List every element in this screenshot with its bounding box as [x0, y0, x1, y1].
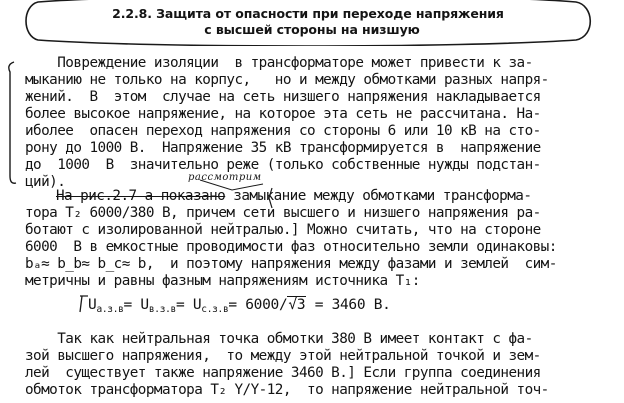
- formula-lhs-1: U: [88, 297, 97, 313]
- heading-line-1: 2.2.8. Защита от опасности при переходе напряжения: [112, 6, 504, 21]
- p2-line-3: ботают с изолированной нейтралью.] Можно считать, что на стороне: [25, 222, 541, 238]
- handwritten-insert: рассмотрим: [188, 172, 262, 183]
- p1-line-8: ций).: [25, 174, 66, 190]
- p1-line-4: более высокое напряжение, на которое эта сеть не рассчитана. На-: [25, 106, 541, 122]
- formula-rhs-pre: = 6000/: [228, 297, 288, 313]
- formula-bracket-mark: [80, 296, 88, 312]
- p2-line-5: bₐ≈ b_b≈ b_c≈ b, и поэтому напряжения между фазами и землей сим-: [25, 256, 557, 272]
- formula-sub-2: в.з.в: [148, 304, 176, 315]
- p2-line-6: метричны и равны фазным напряжениям источника T₁:: [25, 273, 420, 289]
- phase-voltage-formula: $U_{а.з.в}= U_{в.з.в}= U_{с.з.в}= 6000/√3 = 3460$ В.: [88, 297, 391, 315]
- formula-sqrt: √3: [288, 297, 306, 313]
- p3-line-1: Так как нейтральная точка обмотки 380 В имеет контакт с фа-: [25, 331, 533, 347]
- p1-line-2: мыканию не только на корпус, но и между обмотками разных напря-: [25, 72, 549, 88]
- p1-line-7: до 1000 В значительно реже (только собственные нужды подстан-: [25, 157, 541, 173]
- formula-rhs-post: = 3460 В.: [306, 297, 391, 313]
- section-heading: [30, 6, 586, 38]
- p3-line-3: лей существует также напряжение 3460 В.] Если группа соединения: [25, 365, 541, 381]
- left-bracket-mark: [9, 62, 16, 183]
- formula-lhs-2: U: [140, 297, 149, 313]
- formula-sub-3: с.з.в: [201, 304, 229, 315]
- p1-line-3: жений. В этом случае на сеть низшего напряжения накладывается: [25, 89, 541, 105]
- p2-line-4: 6000 В в емкостные проводимости фаз относительно земли одинаковы:: [25, 239, 557, 255]
- p1-line-6: рону до 1000 В. Напряжение 35 кВ трансформируется в напряжение: [25, 140, 541, 156]
- heading-line-2: с высшей стороны на низшую: [204, 22, 420, 37]
- p2-line-1: [56, 188, 531, 204]
- p3-line-2: зой высшего напряжения, то между этой нейтральной точкой и зем-: [25, 348, 541, 364]
- p2-line-1-rest: замыкание между обмотками трансформа-: [233, 188, 532, 204]
- p1-line-5: иболее опасен переход напряжения со стороны 6 или 10 кВ на сто-: [25, 123, 541, 139]
- p1-line-1: Повреждение изоляции в трансформаторе может привести к за-: [25, 55, 533, 71]
- p3-line-4: обмоток трансформатора T₂ Y/Y-12, то напряжение нейтральной точ-: [25, 382, 549, 398]
- formula-lhs-3: U: [192, 297, 202, 313]
- formula-sub-1: а.з.в: [96, 304, 124, 315]
- struck-text: На рис.2.7 а показано: [56, 188, 226, 204]
- p2-line-2: тора T₂ 6000/380 В, причем сети высшего и низшего напряжения ра-: [25, 205, 541, 221]
